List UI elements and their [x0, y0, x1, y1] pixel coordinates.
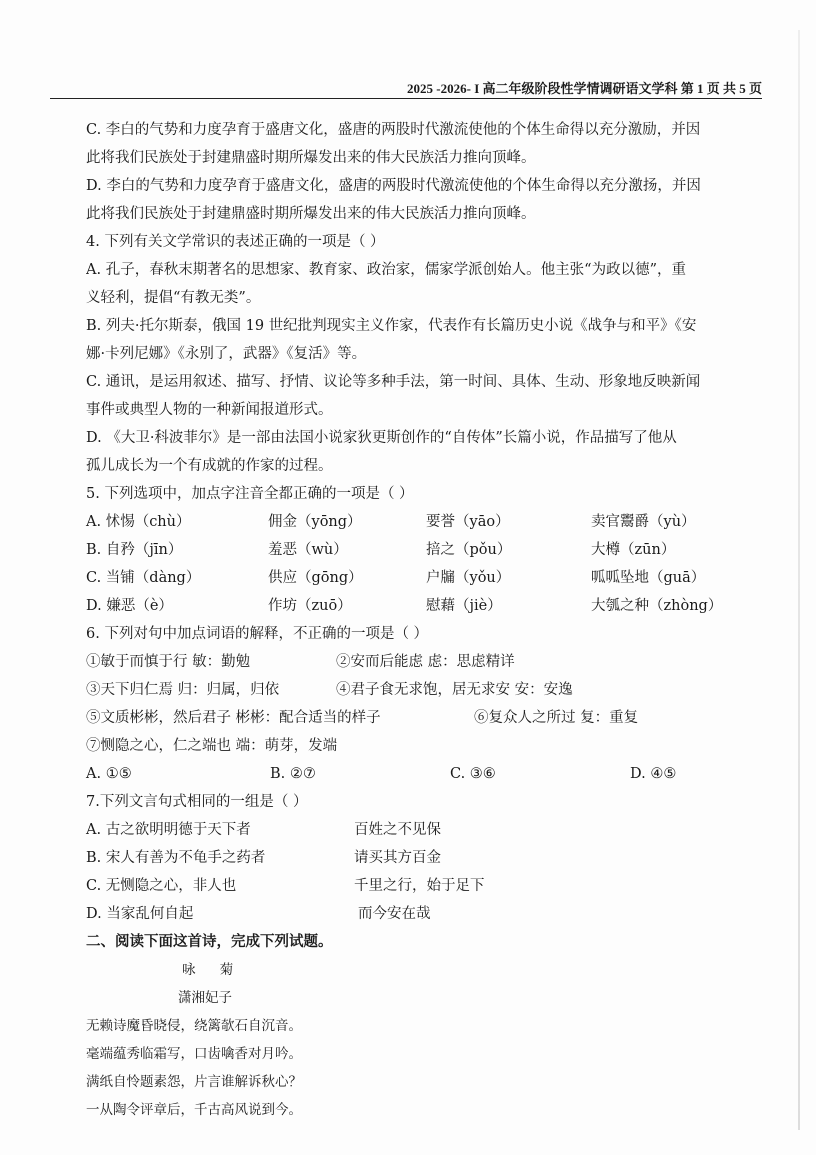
poem-line: 毫端蕴秀临霜写，口齿噙香对月吟。 — [86, 1046, 302, 1062]
sentence-right: 请买其方百金 — [354, 850, 441, 866]
question-7 — [86, 788, 766, 928]
definition-item: ⑦恻隐之心，仁之端也 端：萌芽，发端 — [86, 738, 338, 754]
definition-row — [86, 704, 766, 732]
question-stem: 4. 下列有关文学常识的表述正确的一项是（ ） — [86, 234, 385, 250]
answer-option-c: C. ③⑥ — [450, 766, 496, 782]
option-line: 孤儿成长为一个有成就的作家的过程。 — [86, 458, 333, 474]
answer-options — [86, 760, 766, 788]
option-line: D. 《大卫·科波菲尔》是一部由法国小说家狄更斯创作的“自传体”长篇小说，作品描写了他从 — [86, 430, 677, 446]
sentence-left: A. 古之欲明明德于天下者 — [86, 822, 251, 838]
definition-row — [86, 648, 766, 676]
poem-line: 一从陶令评章后，千古高风说到今。 — [86, 1102, 302, 1118]
option-line: 义轻利，提倡“有教无类”。 — [86, 290, 261, 306]
answer-option-b: B. ②⑦ — [270, 766, 316, 782]
definition-item: ⑥复众人之所过 复：重复 — [474, 710, 639, 726]
sentence-pair — [86, 872, 766, 900]
section-heading: 二、阅读下面这首诗，完成下列试题。 — [86, 933, 333, 950]
sentence-left: B. 宋人有善为不龟手之药者 — [86, 850, 266, 866]
question-5 — [86, 480, 766, 620]
question-stem: 7.下列文言句式相同的一组是（ ） — [86, 794, 308, 810]
definition-item: ④君子食无求饱，居无求安 安：安逸 — [336, 682, 573, 698]
sentence-left: C. 无恻隐之心，非人也 — [86, 878, 237, 894]
option-row-b — [86, 536, 766, 564]
definition-row — [86, 732, 766, 760]
question-6 — [86, 620, 766, 788]
poem-title: 咏 菊 — [182, 962, 244, 978]
page-header: 2025 -2026- I 高二年级阶段性学情调研语文学科 第 1 页 共 5 页 — [407, 81, 762, 96]
pinyin-item: 作坊（zuō） — [268, 598, 352, 614]
sentence-right: 百姓之不见保 — [354, 822, 441, 838]
text-line: 此将我们民族处于封建鼎盛时期所爆发出来的伟大民族活力推向顶峰。 — [86, 150, 536, 166]
pinyin-item: 供应（gōng） — [268, 570, 363, 586]
question-4 — [86, 228, 766, 480]
definition-item: ③天下归仁焉 归：归属，归依 — [86, 682, 280, 698]
sentence-right: 千里之行，始于足下 — [354, 878, 485, 894]
pinyin-item: 慰藉（jiè） — [426, 598, 502, 614]
answer-option-d: D. ④⑤ — [630, 766, 677, 782]
sentence-right: 而今安在哉 — [358, 906, 431, 922]
pinyin-item: 要誉（yāo） — [426, 514, 510, 530]
definition-item: ②安而后能虑 虑：思虑精详 — [336, 654, 515, 670]
option-row-a — [86, 508, 766, 536]
pinyin-item: C. 当铺（dàng） — [86, 570, 201, 586]
option-row-c — [86, 564, 766, 592]
pinyin-item: 羞恶（wù） — [268, 542, 348, 558]
sentence-pair — [86, 844, 766, 872]
pinyin-item: 佣金（yōng） — [268, 514, 362, 530]
pinyin-item: B. 自矜（jīn） — [86, 542, 183, 558]
sentence-left: D. 当家乱何自起 — [86, 906, 194, 922]
header-rule — [50, 98, 762, 99]
page-fold-shadow — [798, 30, 800, 1130]
option-line: B. 列夫·托尔斯泰，俄国 19 世纪批判现实主义作家，代表作有长篇历史小说《战争与和平》《安 — [86, 318, 697, 334]
q3-continuation — [86, 116, 766, 228]
pinyin-item: A. 怵惕（chù） — [86, 514, 191, 530]
text-line: C. 李白的气势和力度孕育于盛唐文化，盛唐的两股时代激流使他的个体生命得以充分激励，并因 — [86, 122, 701, 138]
sentence-pair — [86, 900, 766, 928]
page-content — [86, 116, 766, 1124]
question-stem: 6. 下列对句中加点词语的解释，不正确的一项是（ ） — [86, 626, 429, 642]
pinyin-item: D. 嫌恶（è） — [86, 598, 173, 614]
option-line: 事件或典型人物的一种新闻报道形式。 — [86, 402, 333, 418]
definition-item: ①敏于而慎于行 敏：勤勉 — [86, 654, 251, 670]
pinyin-item: 呱呱坠地（guā） — [591, 570, 706, 586]
poem-line: 无赖诗魔昏晓侵，绕篱欹石自沉音。 — [86, 1018, 302, 1034]
section-2 — [86, 928, 766, 1124]
pinyin-item: 大瓠之种（zhòng） — [591, 598, 723, 614]
sentence-pair — [86, 816, 766, 844]
question-stem: 5. 下列选项中，加点字注音全都正确的一项是（ ） — [86, 486, 414, 502]
definition-row — [86, 676, 766, 704]
option-line: 娜·卡列尼娜》《永别了，武器》《复活》等。 — [86, 346, 367, 362]
text-line: D. 李白的气势和力度孕育于盛唐文化，盛唐的两股时代激流使他的个体生命得以充分激扬，并因 — [86, 178, 701, 194]
poem — [86, 956, 766, 1124]
definition-item: ⑤文质彬彬，然后君子 彬彬：配合适当的样子 — [86, 710, 381, 726]
pinyin-item: 大樽（zūn） — [591, 542, 676, 558]
pinyin-item: 户牖（yǒu） — [426, 570, 511, 586]
poem-line: 满纸自怜题素怨，片言谁解诉秋心？ — [86, 1074, 302, 1090]
poem-author: 潇湘妃子 — [178, 990, 232, 1006]
pinyin-item: 卖官鬻爵（yù） — [591, 514, 696, 530]
option-line: A. 孔子，春秋末期著名的思想家、教育家、政治家，儒家学派创始人。他主张“为政以德”，重 — [86, 262, 687, 278]
text-line: 此将我们民族处于封建鼎盛时期所爆发出来的伟大民族活力推向顶峰。 — [86, 206, 536, 222]
pinyin-item: 掊之（pǒu） — [426, 542, 512, 558]
answer-option-a: A. ①⑤ — [86, 766, 132, 782]
option-row-d — [86, 592, 766, 620]
option-line: C. 通讯，是运用叙述、描写、抒情、议论等多种手法，第一时间、具体、生动、形象地反映新闻 — [86, 374, 701, 390]
